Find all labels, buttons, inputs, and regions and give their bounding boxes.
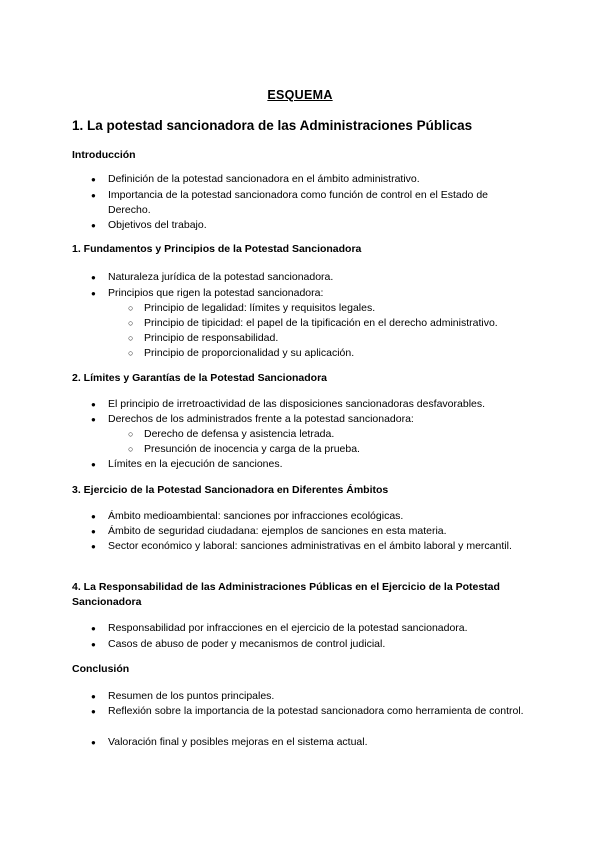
bullet-icon: ● <box>91 512 96 521</box>
document-title: ESQUEMA <box>267 88 333 102</box>
bullet-icon: ● <box>91 707 96 716</box>
sub-bullet-icon: ○ <box>128 429 134 439</box>
bullet-icon: ● <box>91 400 96 409</box>
list-item: ● Derechos de los administrados frente a la potestad sancionadora: <box>91 413 414 425</box>
list-item: ● Naturaleza jurídica de la potestad sancionadora. <box>91 271 334 283</box>
list-item: ● Valoración final y posibles mejoras en el sistema actual. <box>91 736 368 748</box>
section-heading-conclusion: Conclusión <box>72 663 130 675</box>
bullet-icon: ● <box>91 460 96 469</box>
sub-bullet-icon: ○ <box>128 318 134 328</box>
sub-list-item: ○ Derecho de defensa y asistencia letrada. <box>128 428 335 440</box>
section-heading-1: 1. Fundamentos y Principios de la Potestad Sancionadora <box>72 243 362 255</box>
sub-list-item: ○ Principio de legalidad: límites y requisitos legales. <box>128 302 376 314</box>
bullet-icon: ● <box>91 624 96 633</box>
sub-list-item: ○ Presunción de inocencia y carga de la prueba. <box>128 443 360 455</box>
bullet-icon: ● <box>91 640 96 649</box>
bullet-icon: ● <box>91 542 96 551</box>
sub-list-item: ○ Principio de responsabilidad. <box>128 332 279 344</box>
bullet-icon: ● <box>91 527 96 536</box>
section-heading-intro: Introducción <box>72 149 136 161</box>
bullet-icon: ● <box>91 191 96 200</box>
section-heading-3: 3. Ejercicio de la Potestad Sancionadora en Diferentes Ámbitos <box>72 484 389 496</box>
list-item: ● Definición de la potestad sancionadora en el ámbito administrativo. <box>91 173 420 185</box>
bullet-icon: ● <box>91 738 96 747</box>
list-item: ● Ámbito medioambiental: sanciones por infracciones ecológicas. <box>91 510 404 522</box>
bullet-icon: ● <box>91 221 96 230</box>
bullet-icon: ● <box>91 273 96 282</box>
list-item: ● Sector económico y laboral: sanciones administrativas en el ámbito laboral y mercantil. <box>91 540 512 552</box>
list-item: ● Responsabilidad por infracciones en el ejercicio de la potestad sancionadora. <box>91 622 468 634</box>
list-item: ● Objetivos del trabajo. <box>91 219 207 231</box>
section-heading-2: 2. Límites y Garantías de la Potestad Sancionadora <box>72 372 328 384</box>
list-item: ● El principio de irretroactividad de las disposiciones sancionadoras desfavorables. <box>91 398 486 410</box>
bullet-icon: ● <box>91 289 96 298</box>
sub-bullet-icon: ○ <box>128 303 134 313</box>
sub-bullet-icon: ○ <box>128 333 134 343</box>
bullet-icon: ● <box>91 175 96 184</box>
main-heading: 1. La potestad sancionadora de las Administraciones Públicas <box>72 118 473 133</box>
sub-list-item: ○ Principio de tipicidad: el papel de la tipificación en el derecho administrativo. <box>128 317 498 329</box>
bullet-icon: ● <box>91 692 96 701</box>
sub-bullet-icon: ○ <box>128 348 134 358</box>
list-item: ● Resumen de los puntos principales. <box>91 690 275 702</box>
section-heading-4: 4. La Responsabilidad de las Administraciones Públicas en el Ejercicio de la Potestad Sancionadora <box>72 581 500 608</box>
list-item: ● Importancia de la potestad sancionadora como función de control en el Estado de Derecho. <box>91 189 488 216</box>
bullet-icon: ● <box>91 415 96 424</box>
sub-bullet-icon: ○ <box>128 444 134 454</box>
sub-list-item: ○ Principio de proporcionalidad y su aplicación. <box>128 347 355 359</box>
list-item: ● Casos de abuso de poder y mecanismos de control judicial. <box>91 638 386 650</box>
list-item: ● Principios que rigen la potestad sancionadora: <box>91 287 324 299</box>
list-item: ● Reflexión sobre la importancia de la potestad sancionadora como herramienta de control. <box>91 705 524 717</box>
list-item: ● Límites en la ejecución de sanciones. <box>91 458 283 470</box>
list-item: ● Ámbito de seguridad ciudadana: ejemplos de sanciones en esta materia. <box>91 525 447 537</box>
